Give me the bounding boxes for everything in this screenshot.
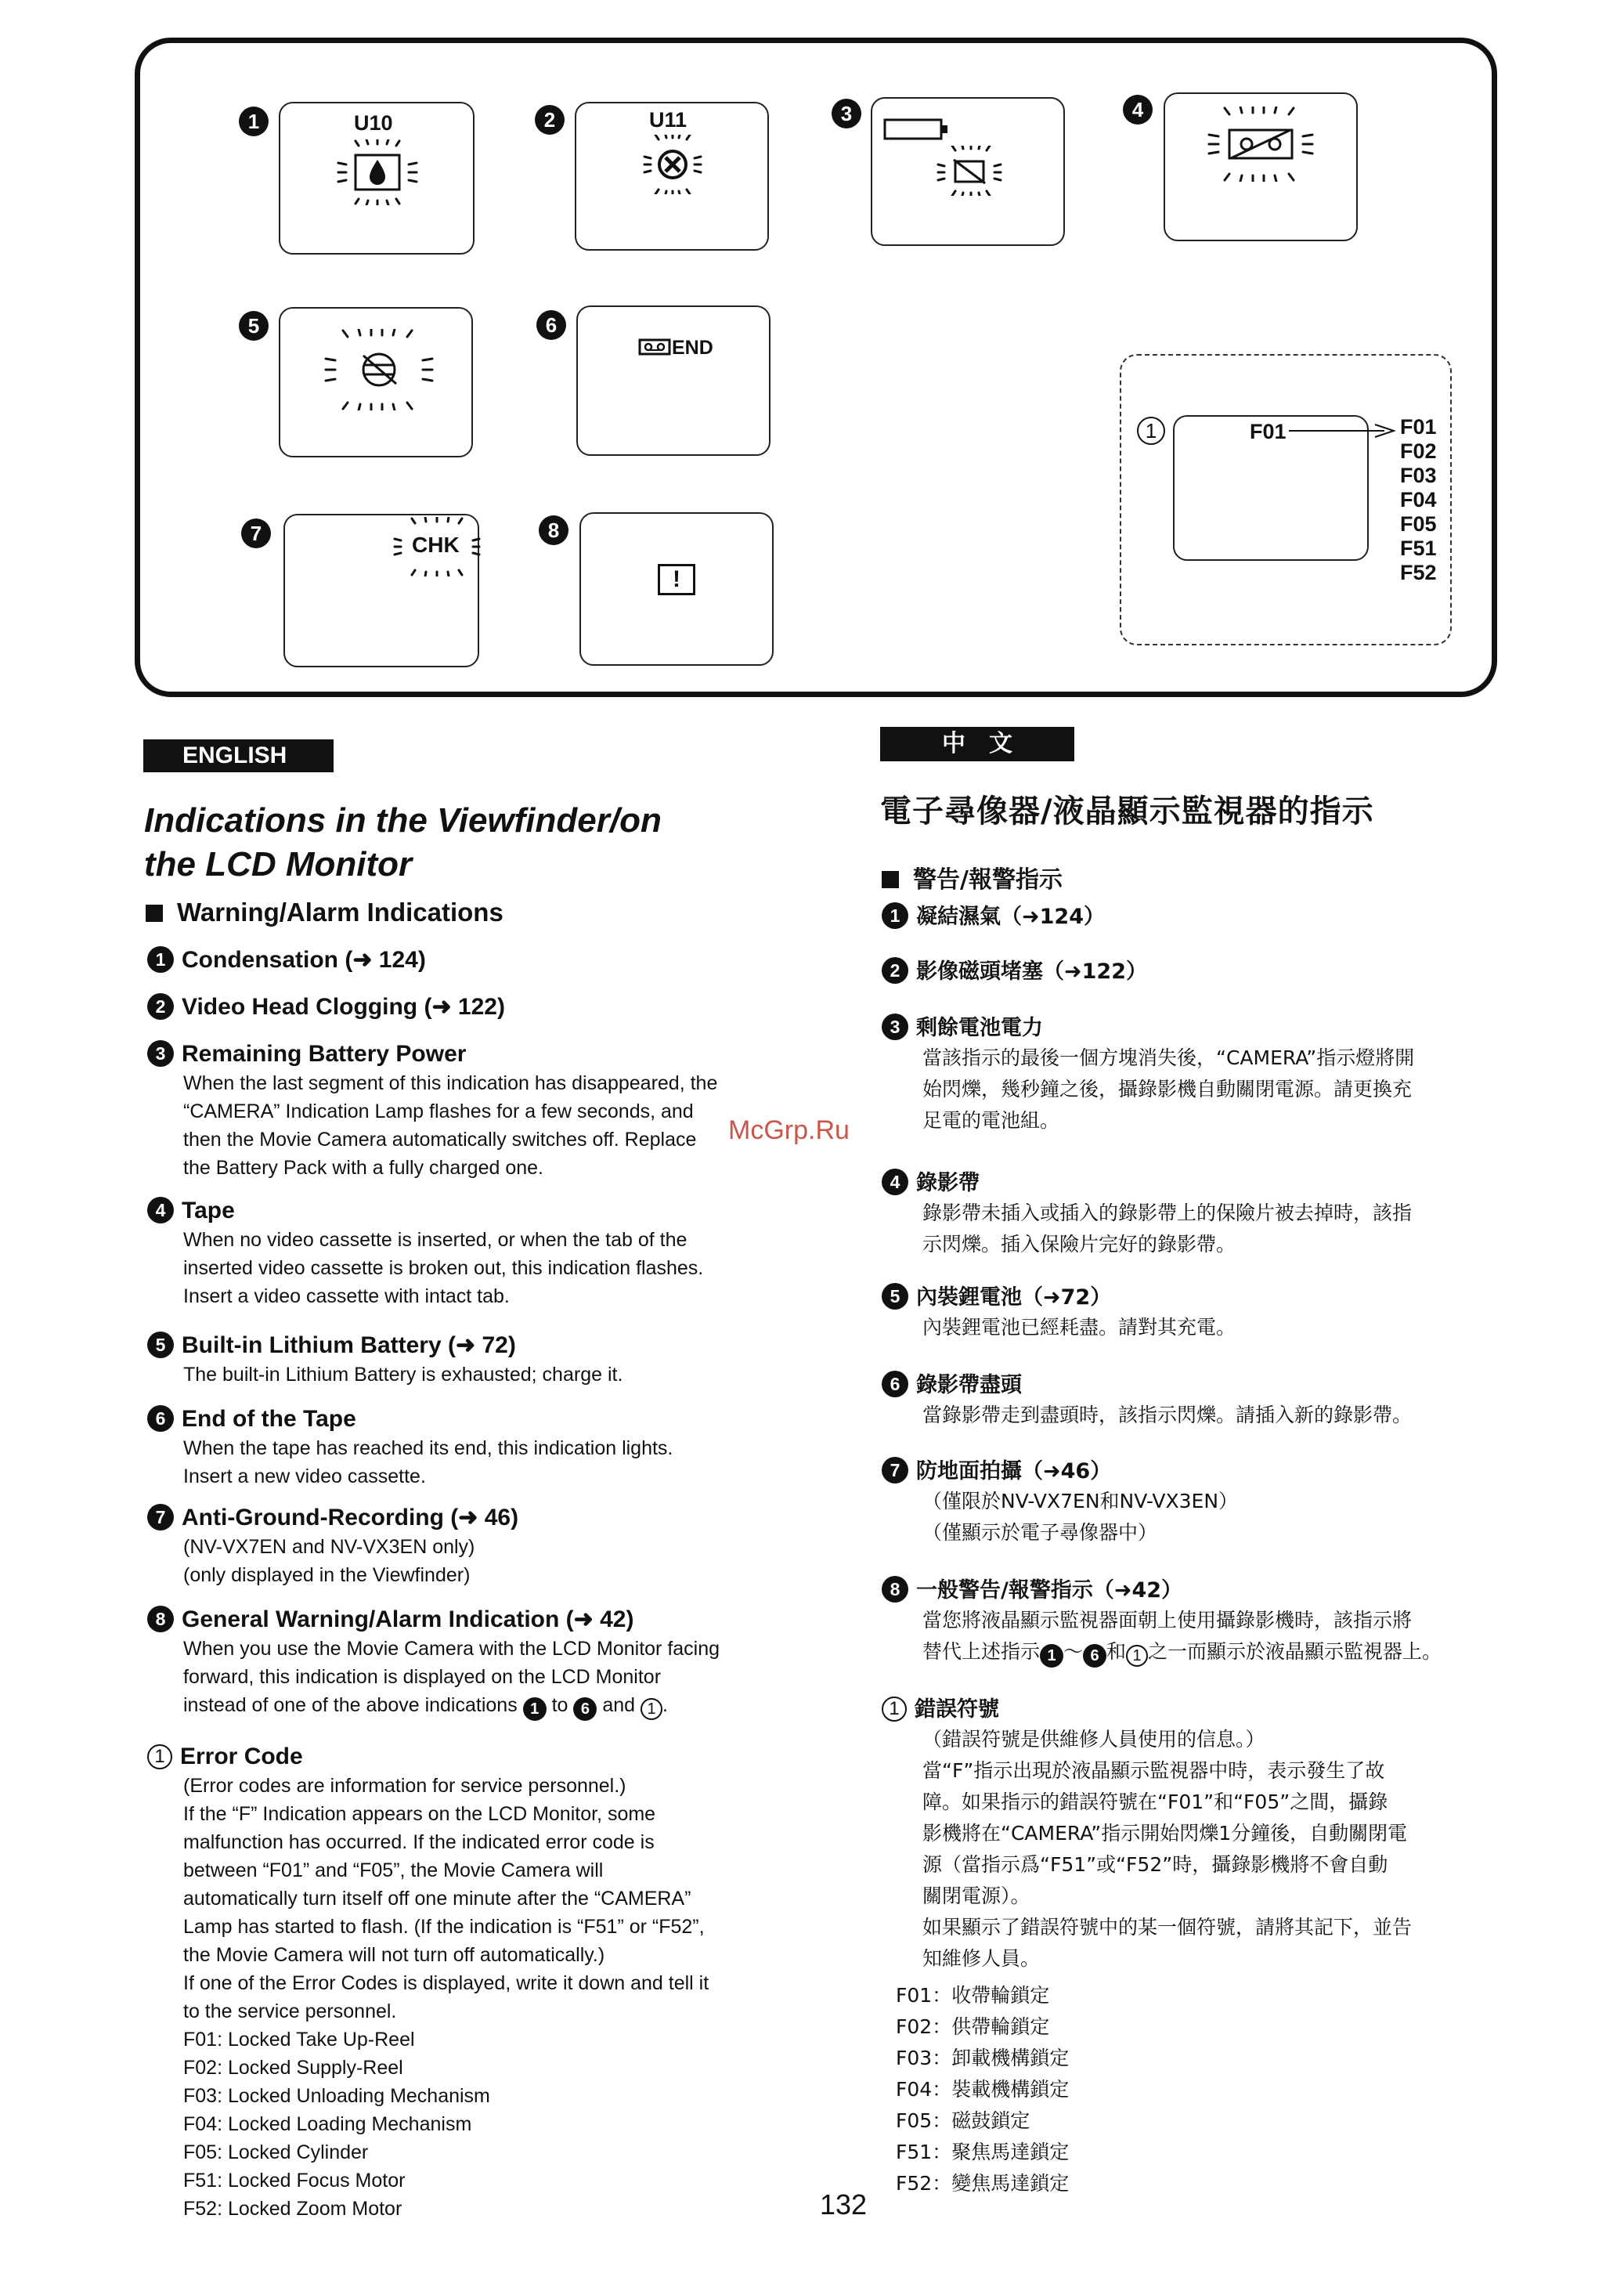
item-title xyxy=(882,1280,1236,1310)
item-body-line: 足電的電池組。 xyxy=(922,1109,1060,1132)
item-body-line: F05: Locked Cylinder xyxy=(183,2141,369,2163)
item-number: 5 xyxy=(147,1332,174,1358)
zh-item-5 xyxy=(882,1280,1236,1343)
item-body xyxy=(922,1312,1236,1343)
item-body-line: If one of the Error Codes is displayed, write it down and tell it xyxy=(183,1972,709,1994)
item-body-line: If the “F” Indication appears on the LCD Monitor, some xyxy=(183,1803,656,1825)
badge-8: 8 xyxy=(539,515,568,545)
item-body xyxy=(922,1400,1412,1431)
ref-badge: 6 xyxy=(1083,1644,1106,1668)
item-body-line: When the tape has reached its end, this indication lights. xyxy=(183,1437,673,1459)
zh-item-6 xyxy=(882,1368,1412,1431)
en-item-4 xyxy=(147,1197,703,1310)
item-body-line: 關閉電源）。 xyxy=(922,1885,1030,1907)
item-body-line xyxy=(922,1636,1442,1668)
error-code-entry: F01 xyxy=(1400,415,1437,439)
error-code-entry: F05 xyxy=(1400,512,1437,536)
text-segment: 替代上述指示 xyxy=(922,1640,1041,1663)
item-body xyxy=(183,1361,623,1389)
screen-end-text: END xyxy=(672,337,713,359)
item-body-line: “CAMERA” Indication Lamp flashes for a few seconds, and xyxy=(183,1100,694,1122)
text-segment: instead of one of the above indications xyxy=(183,1694,523,1716)
text-segment: 之一而顯示於液晶顯示監視器上。 xyxy=(1148,1640,1442,1663)
item-number: 1 xyxy=(147,1744,172,1769)
item-body-line: 如果顯示了錯誤符號中的某一個符號，請將其記下，並告 xyxy=(922,1916,1413,1939)
lithium-battery-icon xyxy=(324,329,434,410)
en-item-5 xyxy=(147,1332,623,1389)
en-item-1 xyxy=(147,946,426,974)
item-number: 1 xyxy=(147,946,174,973)
badge-6: 6 xyxy=(536,310,566,340)
item-number: 6 xyxy=(147,1405,174,1432)
chinese-error-code-entry: F51：聚焦馬達鎖定 xyxy=(896,2141,1070,2163)
item-body xyxy=(183,1434,673,1491)
item-title xyxy=(147,993,505,1021)
item-body-line: (NV-VX7EN and NV-VX3EN only) xyxy=(183,1536,475,1558)
badge-2: 2 xyxy=(535,105,565,135)
item-body-line: When you use the Movie Camera with the LCD Monitor facing xyxy=(183,1638,720,1660)
screen-chk-text: CHK xyxy=(412,533,460,557)
item-body-line: When the last segment of this indication has disappeared, the xyxy=(183,1072,718,1094)
item-body xyxy=(922,1605,1442,1668)
item-body-line: F52: Locked Zoom Motor xyxy=(183,2198,402,2220)
text-segment: and xyxy=(597,1694,641,1716)
screen-tape-end xyxy=(576,305,770,456)
item-body-line: 當您將液晶顯示監視器面朝上使用攝錄影機時，該指示將 xyxy=(922,1609,1413,1632)
en-item-2 xyxy=(147,993,505,1021)
condensation-icon xyxy=(337,139,418,205)
chinese-label: 中 文 xyxy=(880,727,1074,761)
ref-badge: 1 xyxy=(523,1697,547,1721)
item-title xyxy=(147,1405,673,1433)
item-number: 1 xyxy=(882,1697,907,1722)
badge-7: 7 xyxy=(241,519,271,548)
zh-item-4 xyxy=(882,1165,1412,1260)
item-title xyxy=(147,1197,703,1224)
en-item-6 xyxy=(147,1405,673,1491)
item-title xyxy=(882,1692,1412,1722)
item-body-line: （僅限於NV-VX7EN和NV-VX3EN） xyxy=(922,1490,1239,1512)
item-title-text: Condensation (➜ 124) xyxy=(182,947,426,973)
item-number: 4 xyxy=(147,1197,174,1223)
badge-5: 5 xyxy=(239,311,269,341)
chinese-error-code-list xyxy=(896,1980,1069,2199)
item-number: 8 xyxy=(147,1606,174,1632)
warning-icon: ! xyxy=(658,564,695,595)
chinese-error-code-entry: F03：卸載機構鎖定 xyxy=(896,2047,1070,2069)
item-title xyxy=(147,1504,518,1531)
item-body-line: F01: Locked Take Up-Reel xyxy=(183,2029,415,2051)
zh-item-8 xyxy=(882,1573,1442,1668)
item-title-text: 錄影帶盡頭 xyxy=(916,1373,1022,1397)
item-body-line: (only displayed in the Viewfinder) xyxy=(183,1564,471,1586)
badge-1: 1 xyxy=(239,107,269,136)
item-title xyxy=(147,1332,623,1359)
item-body-line: Insert a video cassette with intact tab. xyxy=(183,1285,510,1307)
error-code-list xyxy=(1400,415,1437,585)
item-body-line: Lamp has started to flash. (If the indication is “F51” or “F52”, xyxy=(183,1916,705,1938)
item-title-text: Video Head Clogging (➜ 122) xyxy=(182,994,505,1020)
screen-code-u11: U11 xyxy=(649,108,687,132)
error-code-entry: F02 xyxy=(1400,439,1437,463)
item-number: 4 xyxy=(882,1169,908,1195)
item-body-line: （僅顯示於電子尋像器中） xyxy=(922,1521,1158,1544)
item-body xyxy=(183,1772,709,2223)
screen-error-code-text: F01 xyxy=(1250,420,1287,443)
item-body-line: 當該指示的最後一個方塊消失後，“CAMERA”指示燈將開 xyxy=(922,1046,1415,1069)
item-title-text: 凝結濕氣（➜124） xyxy=(916,905,1105,929)
chinese-title: 電子尋像器/液晶顯示監視器的指示 xyxy=(880,793,1374,829)
item-title xyxy=(147,1744,709,1770)
english-title: Indications in the Viewfinder/on the LCD Monitor xyxy=(144,801,662,884)
item-body-line: Insert a new video cassette. xyxy=(183,1465,426,1487)
chinese-error-code-entry: F05：磁鼓鎖定 xyxy=(896,2109,1030,2132)
chinese-error-code-entry: F01：收帶輪鎖定 xyxy=(896,1984,1050,2007)
item-body-line: 示閃爍。插入保險片完好的錄影帶。 xyxy=(922,1233,1236,1256)
battery-icon xyxy=(883,117,949,141)
battery-removed-icon xyxy=(937,146,1002,196)
zh-item-1 xyxy=(882,899,1105,930)
item-body-line: 錄影帶未插入或插入的錄影帶上的保險片被去掉時，該指 xyxy=(922,1202,1413,1224)
zh-item-9 xyxy=(882,1692,1412,1975)
item-title-text: 防地面拍攝（➜46） xyxy=(916,1459,1112,1483)
badge-4: 4 xyxy=(1123,95,1153,125)
error-code-entry: F52 xyxy=(1400,561,1437,584)
item-title-text: Remaining Battery Power xyxy=(182,1041,467,1067)
text-segment: to xyxy=(546,1694,574,1716)
item-body xyxy=(922,1043,1414,1136)
text-segment: 和 xyxy=(1106,1640,1127,1663)
en-item-3 xyxy=(147,1040,717,1182)
item-body xyxy=(922,1198,1412,1260)
en-item-8 xyxy=(147,1606,720,1721)
item-body-line: malfunction has occurred. If the indicated error code is xyxy=(183,1831,655,1853)
item-body-line: forward, this indication is displayed on the LCD Monitor xyxy=(183,1666,662,1688)
item-number: 8 xyxy=(882,1576,908,1603)
item-body-line: inserted video cassette is broken out, this indication flashes. xyxy=(183,1257,704,1279)
item-number: 6 xyxy=(882,1371,908,1397)
item-number: 2 xyxy=(882,957,908,984)
item-body-line: 知維修人員。 xyxy=(922,1947,1041,1970)
english-subtitle: Warning/Alarm Indications xyxy=(146,898,503,927)
ref-badge: 1 xyxy=(1126,1645,1148,1667)
item-body-line: F03: Locked Unloading Mechanism xyxy=(183,2085,490,2107)
item-title xyxy=(882,1573,1442,1603)
item-title-text: Anti-Ground-Recording (➜ 46) xyxy=(182,1505,519,1530)
item-number: 7 xyxy=(882,1457,908,1483)
item-body-line: （錯誤符號是供維修人員使用的信息。） xyxy=(922,1728,1265,1751)
item-title-text: 一般警告/報警指示（➜42） xyxy=(916,1578,1183,1603)
item-body-line: 障。如果指示的錯誤符號在“F01”和“F05”之間，攝錄 xyxy=(922,1791,1388,1813)
zh-item-7 xyxy=(882,1454,1238,1548)
item-title xyxy=(147,946,426,974)
chinese-subtitle: 警告/報警指示 xyxy=(882,860,1063,894)
item-body xyxy=(183,1533,518,1589)
page-number: 132 xyxy=(820,2188,868,2221)
item-body-line: F02: Locked Supply-Reel xyxy=(183,2057,403,2079)
item-body-line: F51: Locked Focus Motor xyxy=(183,2170,406,2192)
item-title xyxy=(882,954,1147,985)
item-body xyxy=(922,1724,1412,1975)
ref-badge: 6 xyxy=(573,1697,597,1721)
item-body xyxy=(183,1069,717,1182)
item-body-line: The built-in Lithium Battery is exhausted; charge it. xyxy=(183,1364,623,1386)
arrow-right-icon xyxy=(1289,423,1395,439)
item-title-text: 錄影帶 xyxy=(916,1171,980,1195)
item-title-text: Error Code xyxy=(180,1744,303,1769)
chinese-error-code-entry: F52：變焦馬達鎖定 xyxy=(896,2172,1070,2195)
item-body xyxy=(922,1486,1238,1548)
screen-code-u10: U10 xyxy=(354,111,393,135)
item-title xyxy=(882,1010,1414,1041)
tape-end-icon xyxy=(638,338,671,356)
zh-item-3 xyxy=(882,1010,1414,1136)
item-body-line: 始閃爍，幾秒鐘之後，攝錄影機自動關閉電源。請更換充 xyxy=(922,1078,1413,1100)
item-body-line: F04: Locked Loading Mechanism xyxy=(183,2113,472,2135)
en-item-7 xyxy=(147,1504,518,1589)
item-title xyxy=(882,1454,1238,1484)
error-code-entry: F03 xyxy=(1400,464,1437,487)
cassette-icon xyxy=(1207,107,1314,182)
text-segment: ～ xyxy=(1063,1640,1084,1663)
item-body-line: automatically turn itself off one minute after the “CAMERA” xyxy=(183,1888,691,1910)
item-title xyxy=(882,1165,1412,1196)
badge-3: 3 xyxy=(832,99,861,128)
item-body-line: (Error codes are information for service personnel.) xyxy=(183,1775,626,1797)
text-segment: . xyxy=(662,1694,668,1716)
error-code-entry: F51 xyxy=(1400,537,1437,560)
ref-badge: 1 xyxy=(1040,1644,1063,1668)
item-number: 3 xyxy=(147,1040,174,1067)
item-number: 5 xyxy=(882,1283,908,1310)
item-body xyxy=(183,1635,720,1721)
item-title xyxy=(147,1606,720,1633)
item-body-line: 源（當指示爲“F51”或“F52”時，攝錄影機將不會自動 xyxy=(922,1853,1388,1876)
zh-item-2 xyxy=(882,954,1147,985)
error-code-badge: 1 xyxy=(1137,417,1165,445)
chinese-error-code-entry: F02：供帶輪鎖定 xyxy=(896,2015,1050,2038)
item-body-line xyxy=(183,1691,720,1721)
error-code-entry: F04 xyxy=(1400,488,1437,511)
item-body-line: between “F01” and “F05”, the Movie Camera will xyxy=(183,1859,604,1881)
item-body-line: the Movie Camera will not turn off automatically.) xyxy=(183,1944,605,1966)
item-title-text: 影像磁頭堵塞（➜122） xyxy=(916,959,1147,984)
item-number: 2 xyxy=(147,993,174,1020)
item-number: 3 xyxy=(882,1014,908,1040)
item-title-text: 錯誤符號 xyxy=(915,1697,999,1722)
item-number: 1 xyxy=(882,902,908,929)
english-label: ENGLISH xyxy=(143,739,334,772)
item-body-line: to the service personnel. xyxy=(183,2000,397,2022)
item-title xyxy=(147,1040,717,1068)
item-title xyxy=(882,899,1105,930)
item-body-line: then the Movie Camera automatically switches off. Replace xyxy=(183,1129,697,1151)
watermark: McGrp.Ru xyxy=(728,1115,850,1145)
item-number: 7 xyxy=(147,1504,174,1530)
item-title-text: Tape xyxy=(182,1198,235,1223)
item-title-text: 內裝鋰電池（➜72） xyxy=(916,1285,1112,1310)
item-body-line: 當“F”指示出現於液晶顯示監視器中時，表示發生了故 xyxy=(922,1759,1385,1782)
item-body-line: the Battery Pack with a fully charged one. xyxy=(183,1157,543,1179)
item-title xyxy=(882,1368,1412,1398)
item-title-text: End of the Tape xyxy=(182,1406,356,1432)
item-body-line: 影機將在“CAMERA”指示開始閃爍1分鐘後，自動關閉電 xyxy=(922,1822,1408,1845)
head-clogging-icon xyxy=(643,135,702,194)
ref-badge: 1 xyxy=(641,1698,662,1720)
chinese-error-code-entry: F04：裝載機構鎖定 xyxy=(896,2078,1070,2101)
item-title-text: Built-in Lithium Battery (➜ 72) xyxy=(182,1332,516,1358)
item-title-text: 剩餘電池電力 xyxy=(916,1016,1043,1040)
item-body-line: 當錄影帶走到盡頭時，該指示閃爍。請插入新的錄影帶。 xyxy=(922,1404,1413,1426)
item-title-text: General Warning/Alarm Indication (➜ 42) xyxy=(182,1606,634,1632)
item-body-line: 內裝鋰電池已經耗盡。請對其充電。 xyxy=(922,1316,1236,1339)
item-body-line: When no video cassette is inserted, or when the tab of the xyxy=(183,1229,687,1251)
en-item-9 xyxy=(147,1744,709,2223)
item-body xyxy=(183,1226,703,1310)
